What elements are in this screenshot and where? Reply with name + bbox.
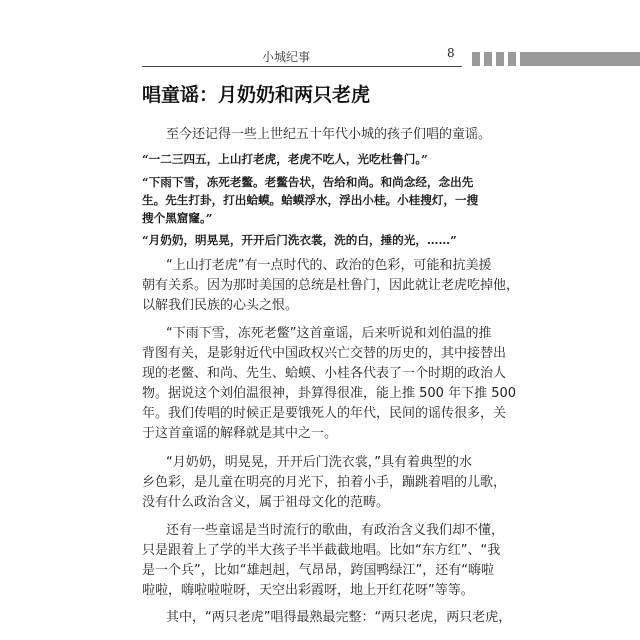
paragraph-line: 年。我们传唱的时候正是要饿死人的年代，民间的谣传很多，关 [142, 406, 507, 421]
paragraph-line: 以解我们民族的心头之恨。 [142, 298, 299, 313]
page-number: 8 [447, 46, 455, 60]
rhyme-line: 生。先生打卦，打出蛤蟆。蛤蟆浮水，浮出小桂。小桂搜灯，一搜 [142, 193, 479, 207]
rhyme-line: “下雨下雪，冻死老鳖。老鳖告状，告给和尚。和尚念经，念出先 [142, 175, 474, 189]
paragraph-line: 还有一些童谣是当时流行的歌曲，有政治含义我们却不懂， [166, 523, 505, 538]
paragraph-line: 只是跟着上了学的半大孩子半半截截地唱。比如“东方红”、“我 [142, 543, 501, 558]
paragraph-line: 是一个兵”，比如“雄赳赳，气昂昂，跨国鸭绿江”，还有“嗨啦 [142, 563, 494, 578]
paragraph-line: 啦啦，嗨啦啦啦呀，天空出彩霞呀，地上开红花呀”等等。 [142, 583, 474, 598]
paragraph-line: 现的老鳖、和尚、先生、蛤蟆、小桂各代表了一个时期的政治人 [142, 366, 507, 381]
paragraph-line: “月奶奶，明晃晃，开开后门洗衣裳，”具有着典型的水 [166, 455, 472, 470]
paragraph-line: 背图有关，是影射近代中国政权兴亡交替的历史的，其中接替出 [142, 346, 507, 361]
paragraph-line: “上山打老虎”有一点时代的、政治的色彩，可能和抗美援 [166, 258, 492, 273]
paragraph-line: 于这首童谣的解释就是其中之一。 [142, 426, 338, 441]
section-heading: 唱童谣：月奶奶和两只老虎 [142, 84, 371, 106]
paragraph-line: 物。据说这个刘伯温很神，卦算得很准，能上推 500 年下推 500 [142, 386, 517, 401]
paragraph-line: 没有什么政治含义，属于祖母文化的范畴。 [142, 495, 390, 510]
rhyme-line: “月奶奶，明晃晃，开开后门洗衣裳，洗的白，捶的光，……” [142, 233, 457, 247]
intro-line: 至今还记得一些上世纪五十年代小城的孩子们唱的童谣。 [166, 127, 492, 142]
running-header-title: 小城纪事 [262, 50, 311, 64]
paragraph-line: 乡色彩，是儿童在明亮的月光下，拍着小手，蹦跳着唱的儿歌， [142, 475, 507, 490]
rhyme-line: 搜个黑窟窿。” [142, 211, 213, 225]
paragraph-line: 其中，“两只老虎”唱得最熟最完整：“两只老虎，两只老虎， [166, 610, 512, 625]
header-rule [142, 66, 462, 67]
paragraph-line: 朝有关系。因为那时美国的总统是杜鲁门，因此就让老虎吃掉他， [142, 278, 520, 293]
paragraph-line: “下雨下雪，冻死老鳖”这首童谣，后来听说和刘伯温的推 [166, 326, 492, 341]
rhyme-line: “一二三四五，上山打老虎，老虎不吃人，光吃杜鲁门。” [142, 152, 428, 166]
running-header [142, 46, 640, 68]
